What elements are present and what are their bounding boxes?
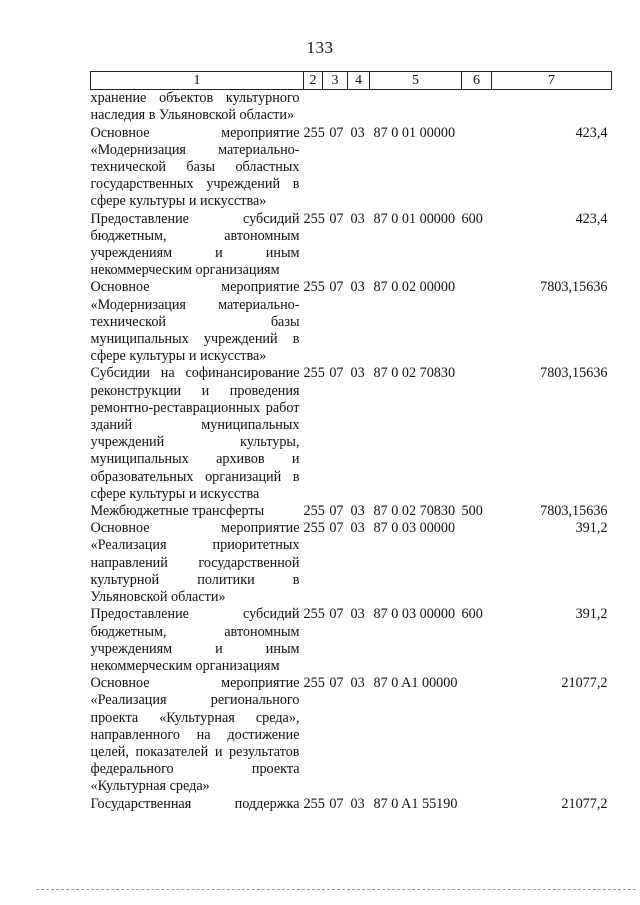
row-subsection: 03 [350,606,365,623]
row-target-article: 87 0 02 00000 [373,279,456,296]
row-subsection [348,90,370,125]
column-header-2: 2 [304,72,323,90]
row-subsection: 03 [350,503,365,520]
table-row [91,90,612,125]
row-target-article: 87 0 03 00000 [373,606,456,623]
row-section: 07 [329,365,344,382]
row-section: 07 [329,503,344,520]
column-header-7: 7 [492,72,612,90]
column-header-4: 4 [348,72,370,90]
row-subsection: 03 [350,365,365,382]
row-target-article: 87 0 01 00000 [373,124,456,141]
page-bottom-divider [36,889,636,890]
row-section: 07 [329,124,344,141]
row-name: Основное мероприятие «Реализация регионального проекта «Культурная среда», направленного на достижение целей, показателей и результатов федерального проекта «Культурная среда» [90,675,300,795]
row-subsection: 03 [350,795,365,812]
row-target-article [370,90,462,125]
table-row [91,606,612,675]
row-grbs: 255 [303,124,325,141]
row-amount: 7803,15636 [540,365,608,382]
column-header-5: 5 [370,72,462,90]
row-target-article: 87 0 03 00000 [373,520,456,537]
row-name: Основное мероприятие «Реализация приоритетных направлений государственной культурной политики в Ульяновской области» [90,520,300,606]
table-row [91,365,612,503]
row-target-article: 87 0 01 00000 [373,210,456,227]
row-grbs: 255 [303,520,325,537]
row-expense-type: 500 [461,503,483,520]
column-header-3: 3 [323,72,348,90]
row-name: Основное мероприятие «Модернизация материально-технической базы муниципальных учреждений в сфере культуры и искусства» [90,279,300,365]
row-amount: 7803,15636 [540,503,608,520]
row-name: Предоставление субсидий бюджетным, автономным учреждениям и иным некоммерческим организациям [90,606,300,674]
row-expense-type: 600 [461,210,483,227]
row-name: хранение объектов культурного наследия в Ульяновской области» [90,90,300,124]
budget-table [90,71,612,813]
column-header-6: 6 [462,72,492,90]
table-row [91,279,612,365]
table-row [91,211,612,280]
row-amount: 21077,2 [561,675,608,692]
row-amount: 391,2 [575,520,608,537]
row-section: 07 [329,520,344,537]
row-target-article: 87 0 02 70830 [373,365,456,382]
row-amount: 7803,15636 [540,279,608,296]
table-row [91,520,612,606]
table-row [91,503,612,520]
row-target-article: 87 0 A1 00000 [373,675,458,692]
row-target-article: 87 0 02 70830 [373,503,456,520]
row-expense-type [462,90,492,125]
row-expense-type [462,520,492,606]
row-grbs: 255 [303,503,325,520]
row-name: Государственная поддержка [90,795,300,812]
row-expense-type [462,675,492,795]
row-section: 07 [329,795,344,812]
row-name: Предоставление субсидий бюджетным, автономным учреждениям и иным некоммерческим организациям [90,210,300,279]
row-amount [492,90,612,125]
row-grbs: 255 [303,606,325,623]
row-grbs: 255 [303,279,325,296]
row-name: Субсидии на софинансирование реконструкции и проведения ремонтно-реставрационных работ зданий муниципальных учреждений культуры, муниципальных архивов и образовательных организаций в сфере культуры и искусства [90,365,300,502]
row-subsection: 03 [350,279,365,296]
row-section: 07 [329,279,344,296]
row-amount: 423,4 [575,124,608,141]
row-expense-type [462,279,492,365]
row-section: 07 [329,210,344,227]
column-header-1: 1 [91,72,304,90]
row-amount: 423,4 [575,210,608,227]
row-name: Межбюджетные трансферты [90,503,265,520]
row-grbs: 255 [303,675,325,692]
row-section: 07 [329,606,344,623]
row-expense-type [462,125,492,211]
page-number: 133 [306,38,334,57]
table-row [91,125,612,211]
row-expense-type [462,796,492,813]
row-amount: 21077,2 [561,795,608,812]
row-target-article: 87 0 A1 55190 [373,795,458,812]
table-row [91,675,612,795]
table-row [91,796,612,813]
row-subsection: 03 [350,675,365,692]
row-name: Основное мероприятие «Модернизация материально-технической базы областных государственных учреждений в сфере культуры и искусства» [90,124,300,210]
row-expense-type [462,365,492,503]
row-section: 07 [329,675,344,692]
row-subsection: 03 [350,124,365,141]
row-expense-type: 600 [461,606,483,623]
row-section [323,90,348,125]
table-header-row [91,72,612,90]
row-amount: 391,2 [575,606,608,623]
row-grbs: 255 [303,210,325,227]
row-grbs: 255 [303,795,325,812]
row-grbs [304,90,323,125]
row-subsection: 03 [350,210,365,227]
row-subsection: 03 [350,520,365,537]
row-grbs: 255 [303,365,325,382]
